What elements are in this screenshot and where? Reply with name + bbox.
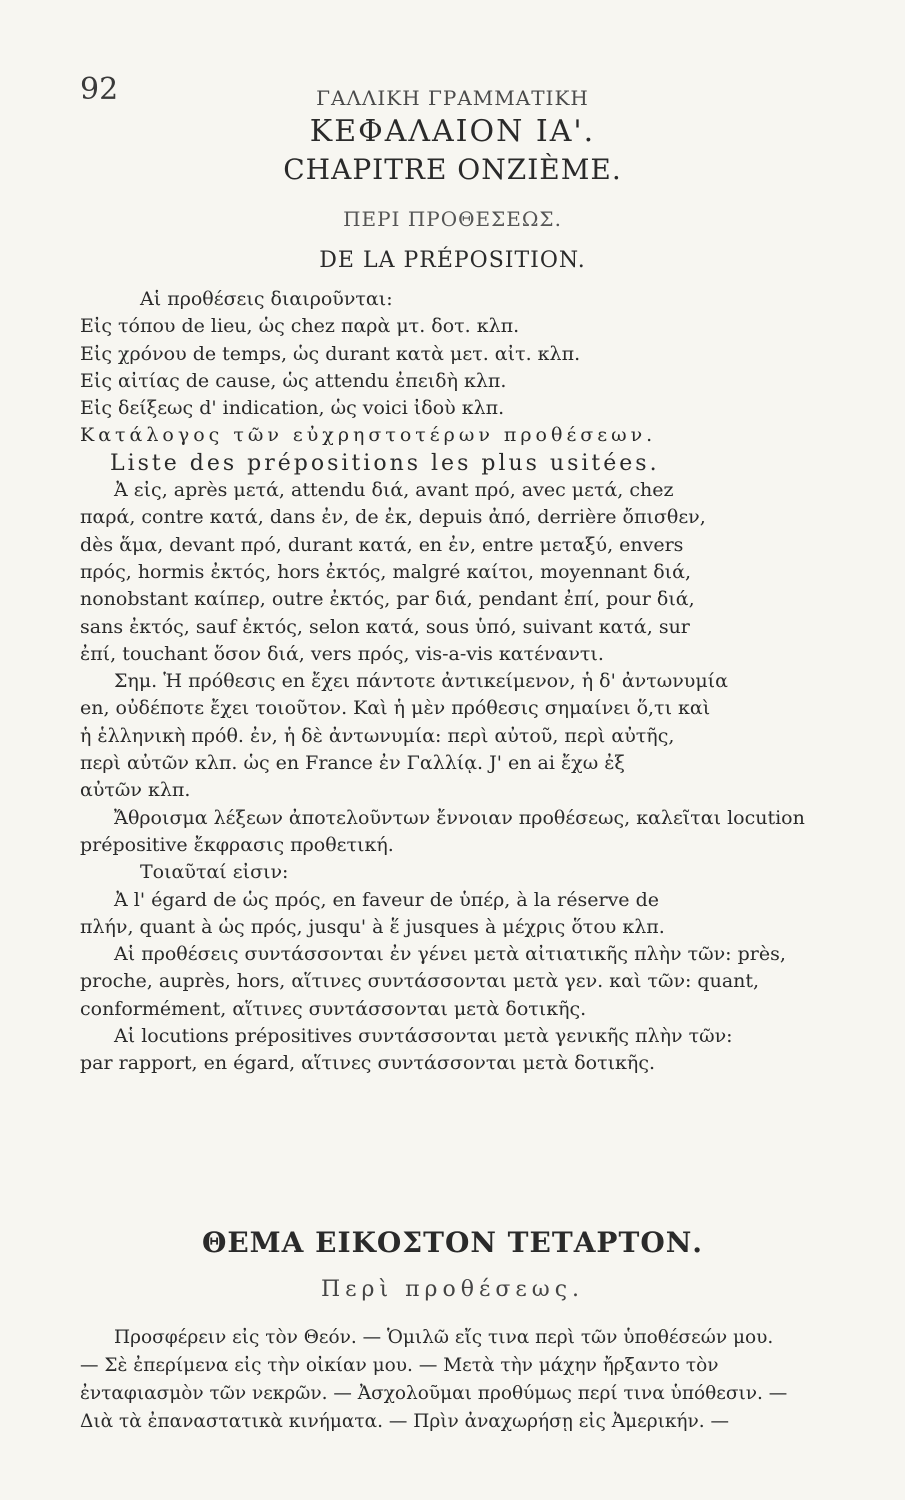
text-line: αὐτῶν κλπ. <box>80 779 191 802</box>
exercise-line: — Σὲ ἐπερίμενα εἰς τὴν οἰκίαν μου. — Μετὰ τὴν μάχην ἤρξαντο τὸν <box>80 1355 719 1376</box>
text-line: Αἱ locutions prépositives συντάσσονται μετὰ γενικῆς πλὴν τῶν: <box>114 1025 733 1048</box>
text-line: Εἰς δείξεως d' indication, ὡς voici ἰδοὺ κλπ. <box>80 397 505 420</box>
text-line: Τοιαῦταί εἰσιν: <box>140 861 289 884</box>
page-number: 92 <box>80 72 119 107</box>
text-line: περὶ αὐτῶν κλπ. ὡς en France ἐν Γαλλίᾳ. J' en ai ἔχω ἐξ <box>80 752 625 775</box>
text-line: Liste des prépositions les plus usitées. <box>110 450 660 476</box>
exercise-line: ἐνταφιασμὸν τῶν νεκρῶν. — Ἀσχολοῦμαι προθύμως περί τινα ὑπόθεσιν. — <box>80 1383 788 1404</box>
text-line: en, οὐδέποτε ἔχει τοιοῦτον. Καὶ ἡ μὲν πρόθεσις σημαίνει ὅ,τι καὶ <box>80 697 711 720</box>
exercise-text <box>80 1324 825 1436</box>
text-line: ἐπί, touchant ὅσον διά, vers πρός, vis-a-vis κατέναντι. <box>80 642 604 665</box>
theme-subtitle: Περὶ προθέσεως. <box>320 1277 585 1302</box>
text-line: nonobstant καίπερ, outre ἐκτός, par διά, pendant ἐπί, pour διά, <box>80 588 695 611</box>
text-line: Εἰς χρόνου de temps, ὡς durant κατὰ μετ. αἰτ. κλπ. <box>80 342 581 365</box>
text-line: παρά, contre κατά, dans ἐν, de ἐκ, depuis ἀπό, derrière ὄπισθεν, <box>80 506 706 529</box>
running-title: ΓΑΛΛΙΚΗ ΓΡΑΜΜΑΤΙΚΗ <box>316 86 589 110</box>
text-line: Ἀ εἰς, après μετά, attendu διά, avant πρό, avec μετά, chez <box>114 479 674 502</box>
text-line: par rapport, en égard, αἵτινες συντάσσονται μετὰ δοτικῆς. <box>80 1052 656 1075</box>
section-title-french: DE LA PRÉPOSITION. <box>319 248 586 273</box>
text-line: Αἱ προθέσεις διαιροῦνται: <box>140 288 393 310</box>
exercise-line: Διὰ τὰ ἐπαναστατικὰ κινήματα. — Πρὶν ἀναχωρήσῃ εἰς Ἀμερικήν. — <box>80 1411 730 1432</box>
text-line: ἡ ἑλληνικὴ πρόθ. ἐν, ἡ δὲ ἀντωνυμία: περὶ αὐτοῦ, περὶ αὐτῆς, <box>80 724 675 747</box>
text-line: prépositive ἔκφρασις προθετική. <box>80 833 394 856</box>
text-line: Ἀ l' égard de ὡς πρός, en faveur de ὑπέρ, à la réserve de <box>114 888 659 911</box>
chapter-title-greek: ΚΕΦΑΛΑΙΟΝ ΙΑ'. <box>309 114 596 149</box>
theme-title: ΘΕΜΑ ΕΙΚΟΣΤΟΝ ΤΕΤΑΡΤΟΝ. <box>201 1226 704 1259</box>
text-line: πλήν, quant à ὡς πρός, jusqu' à ἕ jusques à μέχρις ὅτου κλπ. <box>80 915 665 938</box>
section-title-greek: ΠΕΡΙ ΠΡΟΘΕΣΕΩΣ. <box>343 207 562 231</box>
text-line: Σημ. Ἡ πρόθεσις en ἔχει πάντοτε ἀντικείμενον, ἡ δ' ἀντωνυμία <box>114 670 728 693</box>
text-line: πρός, hormis ἐκτός, hors ἐκτός, malgré καίτοι, moyennant διά, <box>80 560 691 583</box>
body-text <box>80 286 825 1078</box>
text-line: Αἱ προθέσεις συντάσσονται ἐν γένει μετὰ αἰτιατικῆς πλὴν τῶν: près, <box>114 943 786 966</box>
text-line: Εἰς αἰτίας de cause, ὡς attendu ἐπειδὴ κλπ. <box>80 369 507 392</box>
text-line: dès ἅμα, devant πρό, durant κατά, en ἐν, entre μεταξύ, envers <box>80 533 684 556</box>
text-line: Εἰς τόπου de lieu, ὡς chez παρὰ μτ. δοτ. κλπ. <box>80 315 520 338</box>
exercise-line: Προσφέρειν εἰς τὸν Θεόν. — Ὁμιλῶ εἴς τινα περὶ τῶν ὑποθέσεών μου. <box>114 1327 774 1348</box>
text-line: proche, auprès, hors, αἵτινες συντάσσονται μετὰ γεν. καὶ τῶν: quant, <box>80 970 760 993</box>
text-line: Κατάλογος τῶν εὐχρηστοτέρων προθέσεων. <box>80 424 657 447</box>
text-line: sans ἐκτός, sauf ἐκτός, selon κατά, sous ὑπό, suivant κατά, sur <box>80 615 690 638</box>
text-line: conformément, αἵτινες συντάσσονται μετὰ δοτικῆς. <box>80 997 587 1020</box>
text-line: Ἄθροισμα λέξεων ἀποτελοῦντων ἔννοιαν προθέσεως, καλεῖται locution <box>114 806 805 829</box>
chapter-title-french: CHAPITRE ONZIÈME. <box>283 153 622 186</box>
